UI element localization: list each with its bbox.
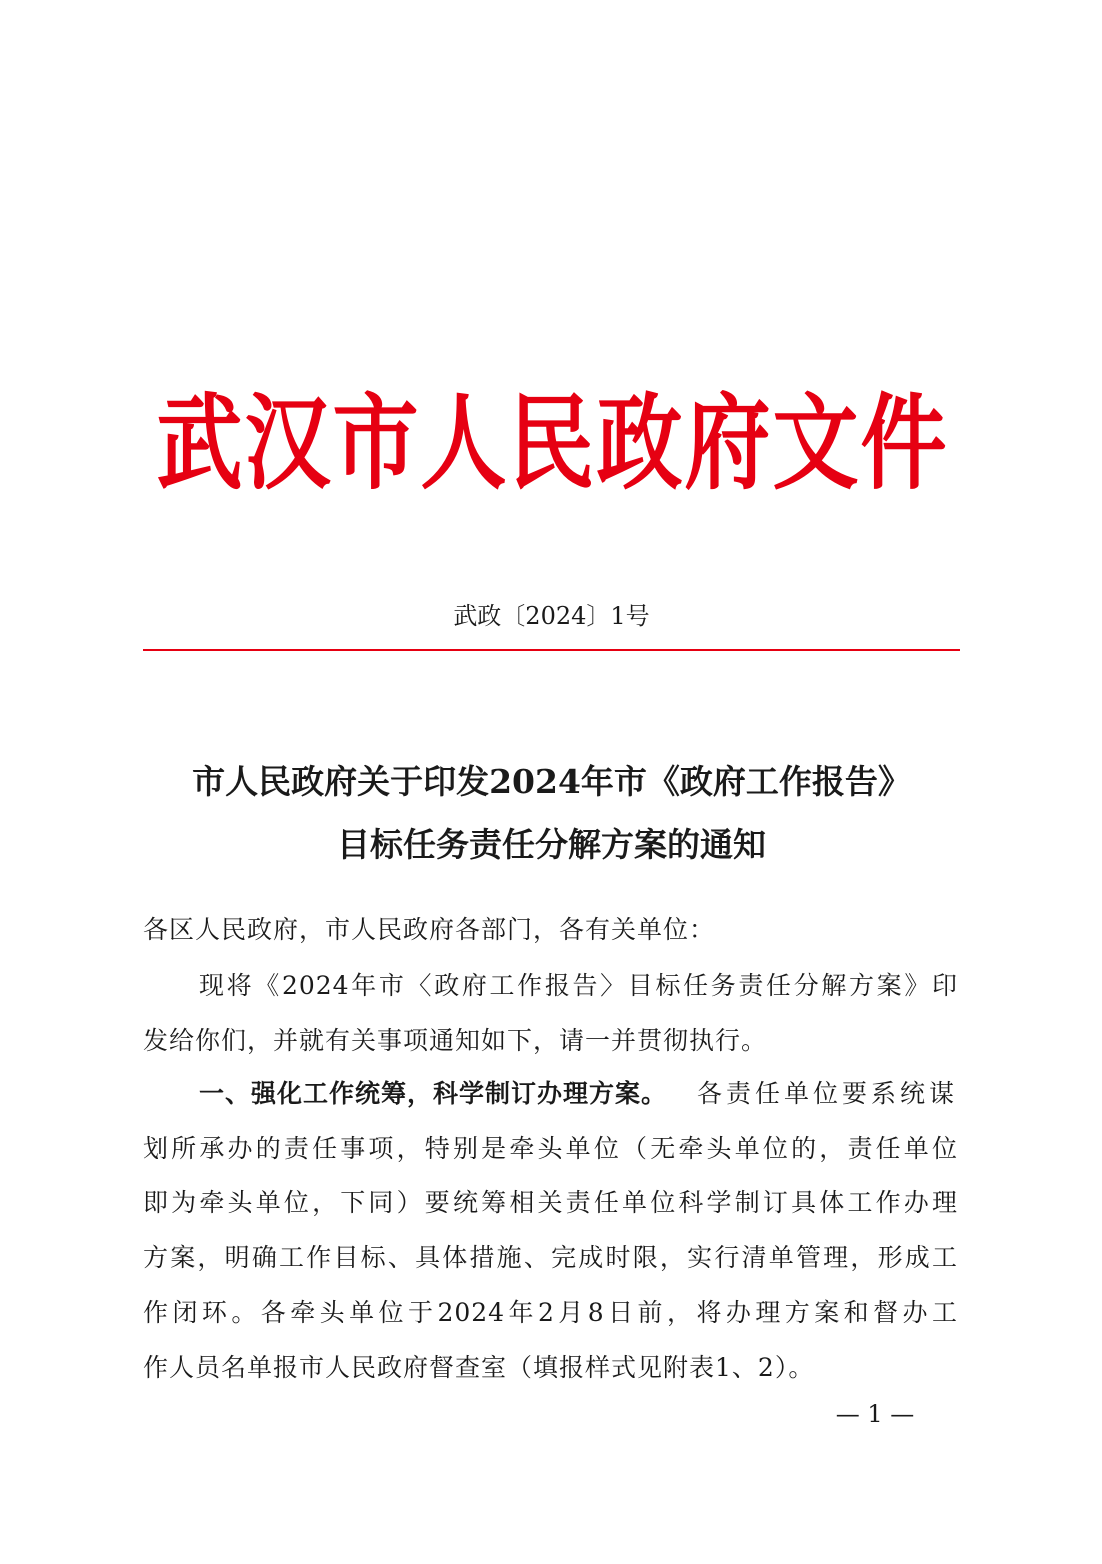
red-divider — [143, 649, 960, 651]
paragraph-line: 即为牵头单位，下同）要统筹相关责任单位科学制订具体工作办理 — [143, 1188, 958, 1217]
agency-title: 武汉市人民政府文件 — [156, 384, 949, 504]
document-number: 武政〔2024〕1号 — [453, 602, 650, 630]
paragraph-text: 各责任单位要系统谋 — [696, 1079, 958, 1108]
salutation: 各区人民政府，市人民政府各部门，各有关单位： — [143, 915, 716, 944]
paragraph-line: 发给你们，并就有关事项通知如下，请一并贯彻执行。 — [143, 1026, 768, 1055]
title-line-2: 目标任务责任分解方案的通知 — [337, 825, 766, 864]
paragraph-line: 现将《2024年市〈政府工作报告〉目标任务责任分解方案》印 — [199, 971, 958, 1000]
paragraph-line: 作人员名单报市人民政府督查室（填报样式见附表1、2）。 — [143, 1353, 815, 1382]
section-1-first-line — [199, 1074, 958, 1110]
page-number: — 1 — — [835, 1400, 915, 1428]
paragraph-line: 作闭环。各牵头单位于2024年2月8日前，将办理方案和督办工 — [143, 1298, 958, 1327]
section-1-heading: 一、强化工作统筹，科学制订办理方案。 — [199, 1079, 668, 1108]
paragraph-line: 方案，明确工作目标、具体措施、完成时限，实行清单管理，形成工 — [143, 1243, 958, 1272]
title-line-1: 市人民政府关于印发2024年市《政府工作报告》 — [192, 762, 911, 801]
paragraph-line: 划所承办的责任事项，特别是牵头单位（无牵头单位的，责任单位 — [143, 1134, 958, 1163]
